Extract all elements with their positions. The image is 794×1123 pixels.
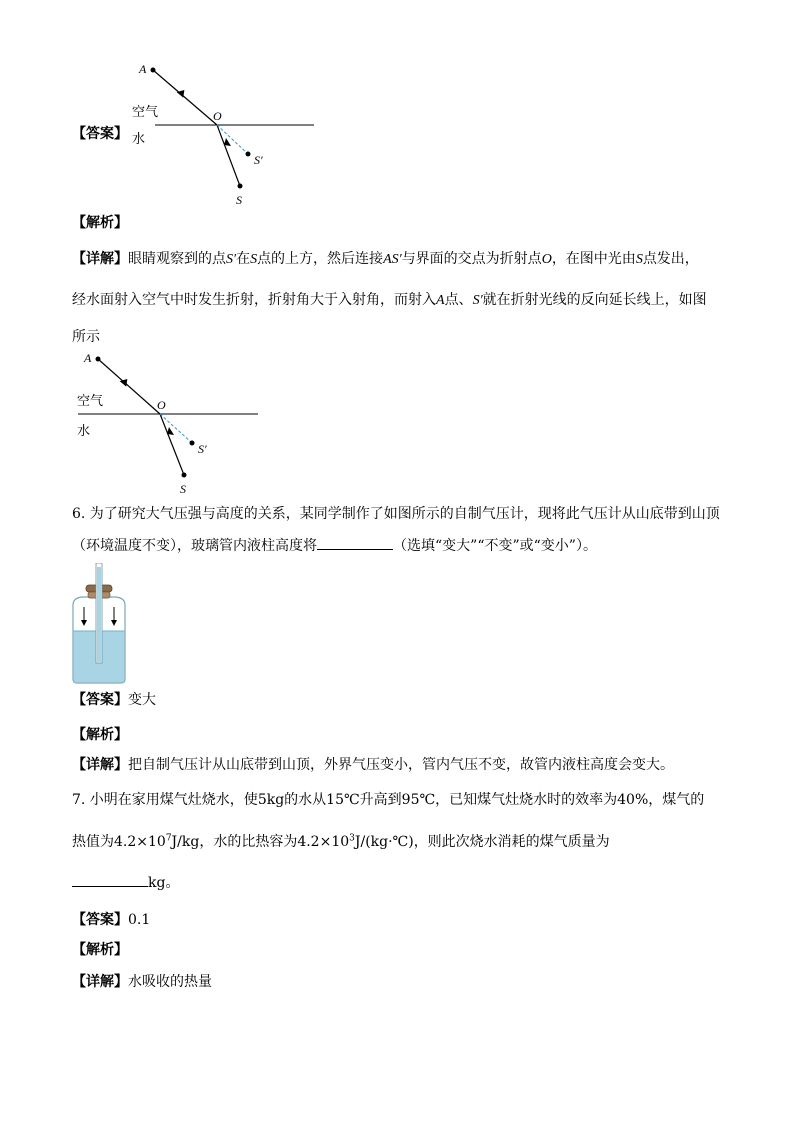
q7-line2: 热值为$4.2\times 10^7J/kg$，水的比热容为$4.2\times 10^3J/(kg\cdot℃)$，则此次烧水消耗的煤气质量为 bbox=[72, 833, 610, 850]
label-s-2: S bbox=[180, 482, 186, 496]
q7-line1: 7. 小明在家用煤气灶烧水，使5kg的水从15℃升高到95℃，已知煤气灶烧水时的效率为40%，煤气的 bbox=[72, 792, 705, 808]
detail-label: 【详解】 bbox=[72, 251, 128, 267]
q6-detail: 【详解】把自制气压计从山底带到山顶，外界气压变小，管内气压不变，故管内液柱高度会变大。 bbox=[72, 757, 674, 773]
q6-line2: （环境温度不变），玻璃管内液柱高度将 （选填“变大”“不变”或“变小”）。 bbox=[72, 535, 597, 556]
label-a-2: A bbox=[84, 351, 92, 365]
answer-label: 【答案】 bbox=[72, 126, 128, 142]
label-s-prime: S′ bbox=[254, 153, 263, 167]
q6-line1: 6. 为了研究大气压强与高度的关系，某同学制作了如图所示的自制气压计，现将此气压计从山底带到山顶 bbox=[72, 506, 720, 522]
q5-detail-line2: 经水面射入空气中时发生折射，折射角大于入射角，而射入A点、S′就在折射光线的反向延长线上，如图 bbox=[72, 292, 707, 308]
q7-analysis-label: 【解析】 bbox=[72, 942, 128, 958]
answer-blank-q7 bbox=[72, 872, 148, 887]
q5-detail-line1: 【详解】眼睛观察到的点S′在S点的上方，然后连接AS′与界面的交点为折射点O，在图中光由S点发出， bbox=[72, 251, 699, 267]
label-o: O bbox=[213, 109, 222, 123]
label-a: A bbox=[139, 62, 147, 76]
label-air-2: 空气 bbox=[77, 394, 104, 409]
label-air: 空气 bbox=[132, 105, 159, 120]
q6-analysis-label: 【解析】 bbox=[72, 727, 128, 743]
label-o-2: O bbox=[157, 398, 166, 412]
label-s: S bbox=[236, 193, 242, 207]
q7-line3: kg。 bbox=[72, 872, 179, 893]
q7-detail: 【详解】水吸收的热量 bbox=[72, 974, 212, 990]
label-water-2: 水 bbox=[77, 424, 91, 439]
answer-blank bbox=[317, 535, 393, 550]
refraction-diagram-1 bbox=[125, 58, 320, 210]
refraction-diagram-2 bbox=[70, 347, 265, 499]
label-water: 水 bbox=[132, 132, 146, 147]
q6-answer: 【答案】变大 bbox=[72, 692, 156, 708]
barometer-figure bbox=[70, 563, 128, 685]
q7-answer: 【答案】0.1 bbox=[72, 912, 151, 928]
analysis-label: 【解析】 bbox=[72, 215, 128, 231]
q5-detail-line3: 所示 bbox=[72, 329, 100, 345]
label-s-prime-2: S′ bbox=[198, 442, 207, 456]
